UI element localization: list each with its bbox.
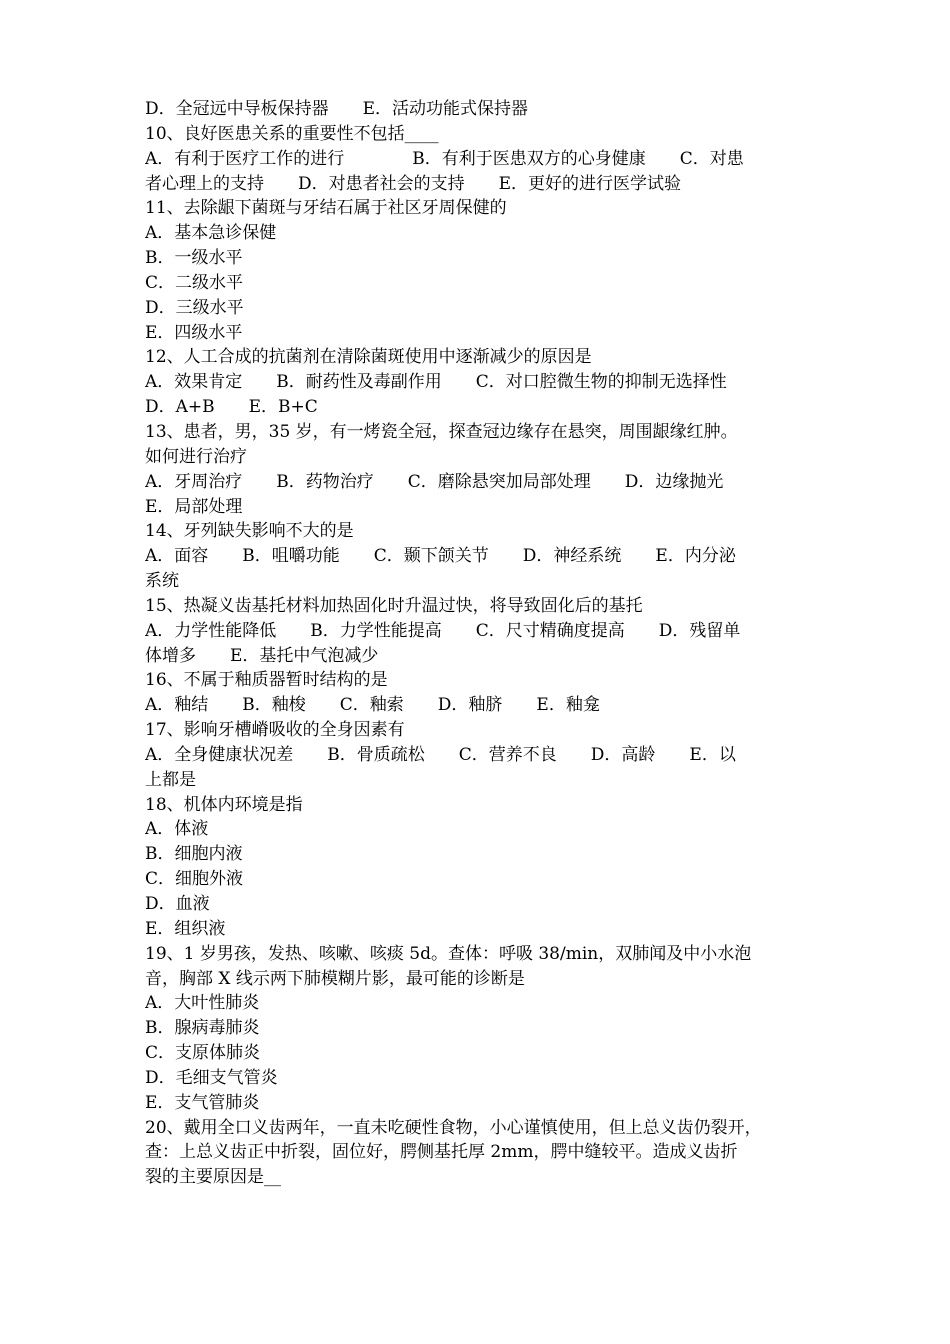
text-line: B．一级水平 (145, 248, 243, 269)
text-line: 12、人工合成的抗菌剂在清除菌斑使用中逐渐减少的原因是 (145, 347, 592, 368)
text-line: A．面容 B．咀嚼功能 C．颞下颌关节 D．神经系统 E．内分泌 (145, 546, 736, 567)
text-line: A．牙周治疗 B．药物治疗 C．磨除悬突加局部处理 D．边缘抛光 (145, 471, 724, 492)
text-line: 11、去除龈下菌斑与牙结石属于社区牙周保健的 (145, 198, 507, 219)
text-line: 15、热凝义齿基托材料加热固化时升温过快，将导致固化后的基托 (145, 595, 643, 616)
text-line: B．腺病毒肺炎 (145, 1018, 260, 1039)
text-line: D．血液 (145, 894, 210, 914)
text-line: 上都是 (145, 769, 196, 790)
text-line: 14、牙列缺失影响不大的是 (145, 521, 354, 542)
text-line: 19、1 岁男孩，发热、咳嗽、咳痰 5d。查体：呼吸 38/min，双肺闻及中小水泡 (145, 943, 752, 964)
text-line: 裂的主要原因是__ (145, 1167, 281, 1188)
text-line: D．三级水平 (145, 297, 244, 318)
text-line: 者心理上的支持 D．对患者社会的支持 E．更好的进行医学试验 (145, 173, 682, 194)
text-line: 20、戴用全口义齿两年，一直未吃硬性食物，小心谨慎使用，但上总义齿仍裂开， (145, 1117, 762, 1138)
text-line: E．局部处理 (145, 496, 243, 517)
text-line: D．A+B E．B+C (145, 397, 318, 418)
text-line: C．细胞外液 (145, 869, 244, 890)
text-line: A．体液 (145, 819, 209, 840)
text-line: 10、良好医患关系的重要性不包括____ (145, 123, 439, 144)
text-line: 查：上总义齿正中折裂，固位好，腭侧基托厚 2mm，腭中缝较平。造成义齿折 (145, 1142, 738, 1163)
text-line: 音，胸部 X 线示两下肺模糊片影，最可能的诊断是 (145, 968, 525, 989)
text-line: 体增多 E．基托中气泡减少 (145, 645, 379, 666)
text-line: 系统 (145, 571, 179, 592)
text-line: E．组织液 (145, 918, 226, 939)
text-line: D．全冠远中导板保持器 E．活动功能式保持器 (145, 99, 529, 119)
text-line: E．四级水平 (145, 322, 243, 343)
text-line: 18、机体内环境是指 (145, 794, 303, 815)
question-text (145, 97, 807, 1190)
text-line: A．大叶性肺炎 (145, 993, 260, 1014)
text-line: E．支气管肺炎 (145, 1092, 260, 1113)
text-line: A．效果肯定 B．耐药性及毒副作用 C．对口腔微生物的抑制无选择性 (145, 372, 727, 393)
text-line: C．二级水平 (145, 272, 244, 293)
text-line: A．釉结 B．釉梭 C．釉索 D．釉脐 E．釉龛 (145, 695, 600, 716)
text-line: 17、影响牙槽嵴吸收的全身因素有 (145, 720, 405, 741)
text-line: 如何进行治疗 (145, 446, 247, 467)
text-line: 16、不属于釉质器暂时结构的是 (145, 670, 388, 691)
text-line: C．支原体肺炎 (145, 1043, 261, 1064)
text-line: D．毛细支气管炎 (145, 1067, 278, 1088)
text-line: A．有利于医疗工作的进行 B．有利于医患双方的心身健康 C．对患 (145, 148, 744, 169)
text-line: B．细胞内液 (145, 844, 243, 865)
text-line: A．力学性能降低 B．力学性能提高 C．尺寸精确度提高 D．残留单 (145, 620, 741, 641)
text-line: A．全身健康状况差 B．骨质疏松 C．营养不良 D．高龄 E．以 (145, 744, 736, 765)
text-line: A．基本急诊保健 (145, 223, 277, 244)
text-line: 13、患者，男，35 岁，有一烤瓷全冠，探查冠边缘存在悬突，周围龈缘红肿。 (145, 421, 738, 442)
